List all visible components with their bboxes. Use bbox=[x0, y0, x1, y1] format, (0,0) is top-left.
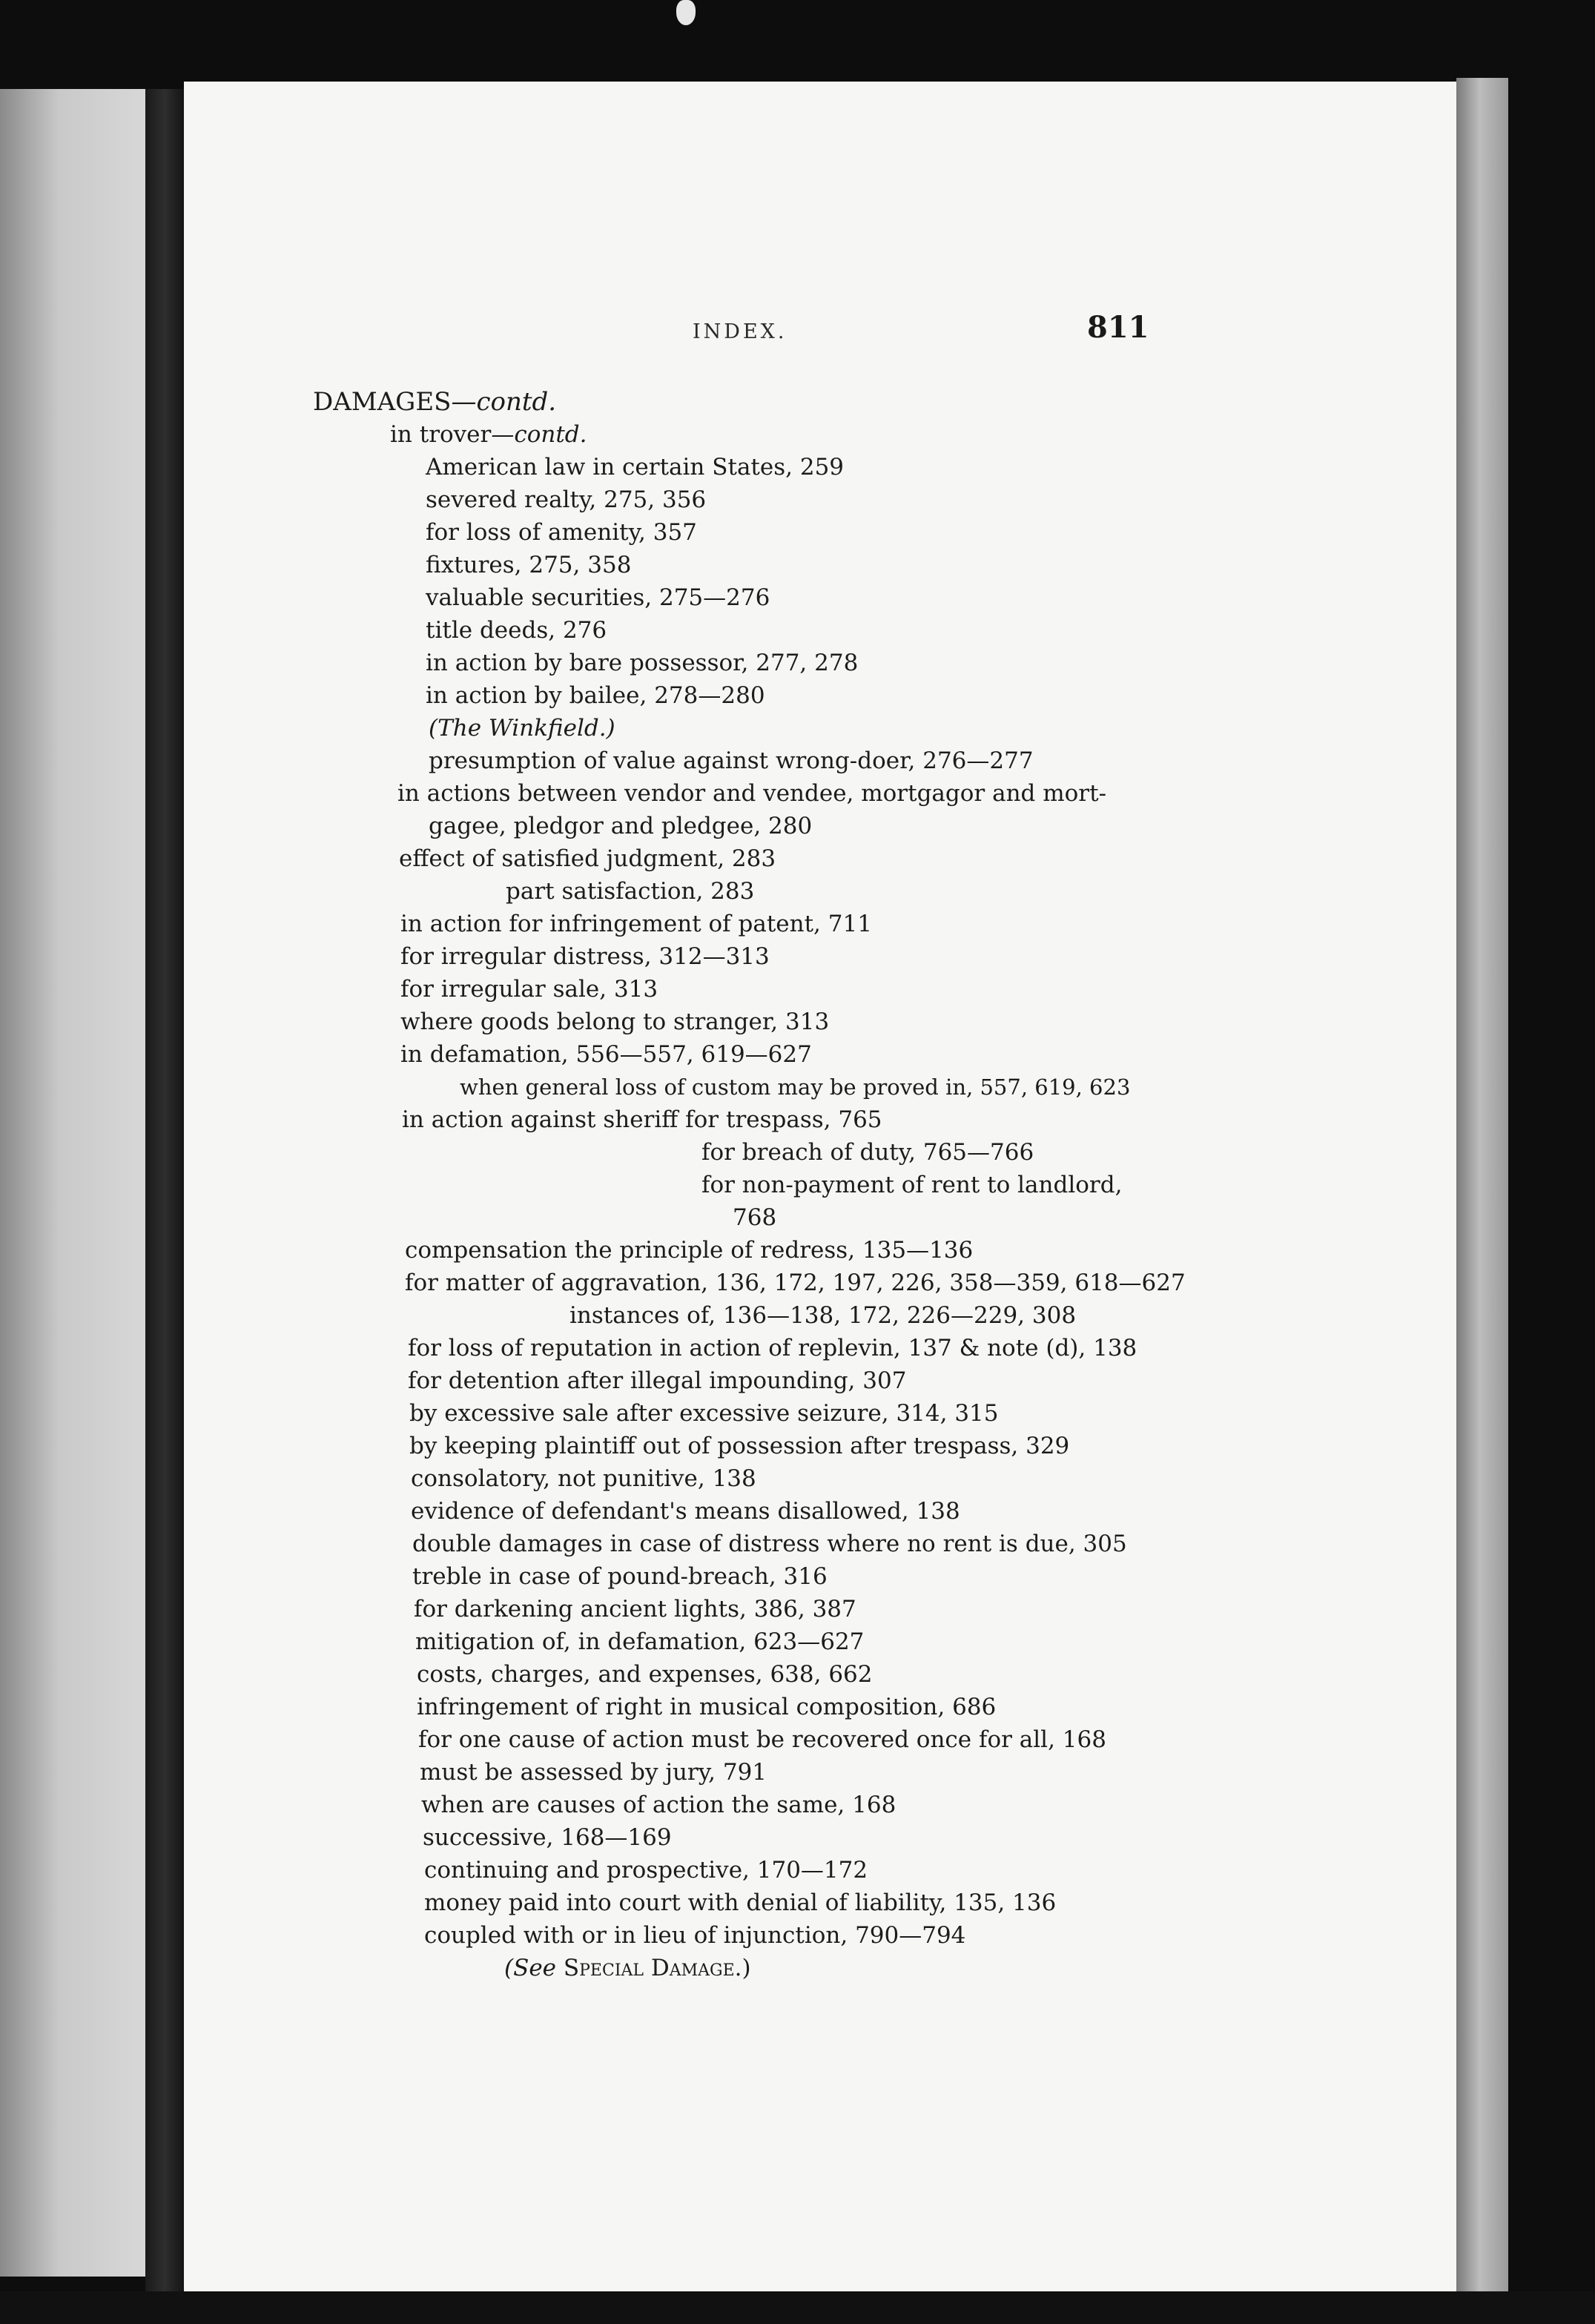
page-header bbox=[0, 310, 1595, 354]
index-entry: infringement of right in musical composition, 686 bbox=[417, 1694, 997, 1720]
index-entry: title deeds, 276 bbox=[426, 617, 607, 644]
index-entry: successive, 168—169 bbox=[423, 1824, 672, 1851]
index-entry: valuable securities, 275—276 bbox=[426, 584, 770, 611]
index-entry: effect of satisfied judgment, 283 bbox=[399, 845, 776, 872]
index-entry: double damages in case of distress where no rent is due, 305 bbox=[412, 1531, 1127, 1557]
index-entry: in action against sheriff for trespass, 765 bbox=[402, 1106, 882, 1133]
index-entry-case: (The Winkfield.) bbox=[429, 715, 615, 742]
index-entry: compensation the principle of redress, 135—136 bbox=[405, 1237, 974, 1264]
index-entry: severed realty, 275, 356 bbox=[426, 486, 707, 513]
index-entry-continued: 768 bbox=[733, 1204, 777, 1231]
index-entry: for loss of reputation in action of replevin, 137 & note (d), 138 bbox=[408, 1335, 1137, 1361]
index-heading: DAMAGES—contd. bbox=[313, 387, 557, 417]
index-entry: by excessive sale after excessive seizure, 314, 315 bbox=[409, 1400, 999, 1427]
index-entry: instances of, 136—138, 172, 226—229, 308 bbox=[569, 1302, 1077, 1329]
index-entry: by keeping plaintiff out of possession after trespass, 329 bbox=[409, 1433, 1070, 1459]
index-entry: evidence of defendant's means disallowed, 138 bbox=[411, 1498, 960, 1525]
index-entry-continued: gagee, pledgor and pledgee, 280 bbox=[429, 813, 813, 839]
page-edge-right bbox=[1456, 78, 1508, 2302]
index-entry: costs, charges, and expenses, 638, 662 bbox=[417, 1661, 873, 1688]
index-entry: American law in certain States, 259 bbox=[426, 454, 845, 481]
index-entry: money paid into court with denial of liability, 135, 136 bbox=[424, 1889, 1057, 1916]
index-entry: in defamation, 556—557, 619—627 bbox=[400, 1041, 812, 1068]
index-entry: in action by bailee, 278—280 bbox=[426, 682, 765, 709]
index-entry: for loss of amenity, 357 bbox=[426, 519, 697, 546]
running-title: INDEX. bbox=[693, 320, 787, 343]
index-entry: treble in case of pound-breach, 316 bbox=[412, 1563, 828, 1590]
index-entry: for darkening ancient lights, 386, 387 bbox=[414, 1596, 856, 1622]
index-entry: presumption of value against wrong-doer, 276—277 bbox=[429, 747, 1034, 774]
index-entry: for irregular sale, 313 bbox=[400, 976, 658, 1003]
index-entry: consolatory, not punitive, 138 bbox=[411, 1465, 756, 1492]
index-entry: in action for infringement of patent, 711 bbox=[400, 911, 872, 937]
adjacent-page-edge bbox=[0, 89, 148, 2277]
index-entry: mitigation of, in defamation, 623—627 bbox=[415, 1628, 865, 1655]
scan-border-bottom bbox=[0, 2291, 1595, 2324]
page-number: 811 bbox=[1087, 310, 1149, 345]
index-entry: part satisfaction, 283 bbox=[506, 878, 755, 905]
index-entry: for irregular distress, 312—313 bbox=[400, 943, 770, 970]
book-binding bbox=[145, 89, 184, 2324]
index-subheading: in trover—contd. bbox=[390, 421, 587, 448]
index-entry: when general loss of custom may be proved in, 557, 619, 623 bbox=[460, 1074, 1131, 1100]
index-entry: where goods belong to stranger, 313 bbox=[400, 1009, 830, 1035]
index-entry: for non-payment of rent to landlord, bbox=[701, 1172, 1123, 1198]
index-entry: in actions between vendor and vendee, mortgagor and mort- bbox=[397, 780, 1107, 807]
index-entry: must be assessed by jury, 791 bbox=[420, 1759, 767, 1786]
index-entry: in action by bare possessor, 277, 278 bbox=[426, 650, 859, 676]
index-entry: for breach of duty, 765—766 bbox=[701, 1139, 1034, 1166]
index-entry: continuing and prospective, 170—172 bbox=[424, 1857, 868, 1884]
index-entry: when are causes of action the same, 168 bbox=[421, 1792, 896, 1818]
index-entry: coupled with or in lieu of injunction, 790—794 bbox=[424, 1922, 966, 1949]
scan-mark bbox=[676, 0, 696, 25]
cross-reference: (See Special Damage.) bbox=[504, 1955, 751, 1981]
index-entry: fixtures, 275, 358 bbox=[426, 552, 632, 578]
index-entry: for detention after illegal impounding, 307 bbox=[408, 1367, 907, 1394]
index-entry: for matter of aggravation, 136, 172, 197, 226, 358—359, 618—627 bbox=[405, 1270, 1186, 1296]
index-entry: for one cause of action must be recovered once for all, 168 bbox=[418, 1726, 1106, 1753]
